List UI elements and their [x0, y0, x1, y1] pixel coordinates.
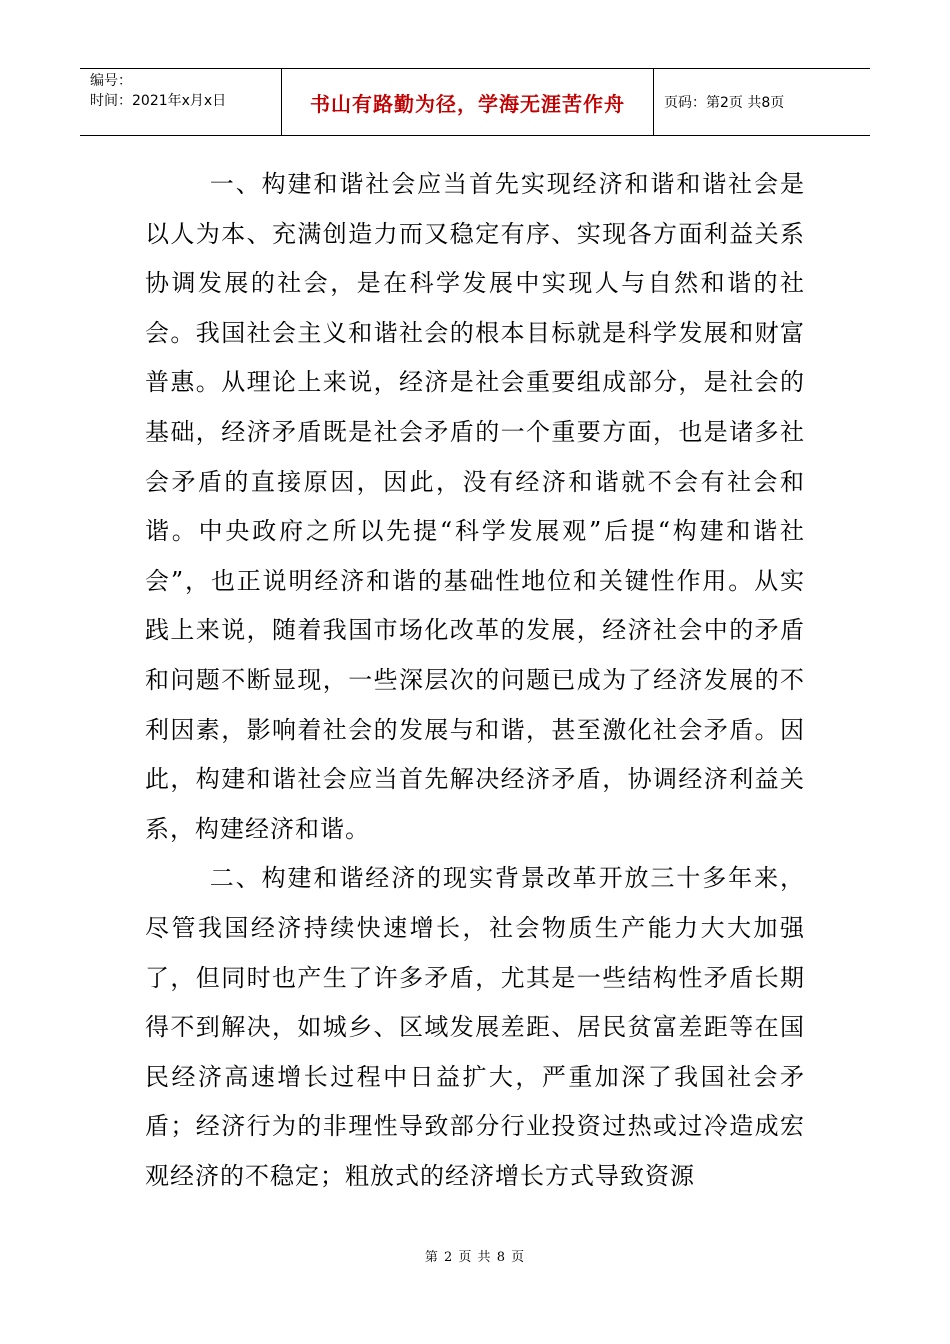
paragraph-2: 二、构建和谐经济的现实背景改革开放三十多年来，尽管我国经济持续快速增长，社会物质生产能力大大加强了，但同时也产生了许多矛盾，尤其是一些结构性矛盾长期得不到解决，如城乡、区域发展差距、居民贫富差距等在国民经济高速增长过程中日益扩大，严重加深了我国社会矛盾；经济行为的非理性导致部分行业投资过热或过冷造成宏观经济的不稳定；粗放式的经济增长方式导致资源 — [145, 864, 805, 1190]
header-meta — [80, 69, 282, 135]
page-header — [80, 68, 870, 136]
document-time-label: 时间：2021年x月x日 — [90, 93, 227, 109]
header-motto: 书山有路勤为径，学海无涯苦作舟 — [282, 69, 654, 135]
paragraph-1: 一、构建和谐社会应当首先实现经济和谐和谐社会是以人为本、充满创造力而又稳定有序、实现各方面利益关系协调发展的社会，是在科学发展中实现人与自然和谐的社会。我国社会主义和谐社会的根本目标就是科学发展和财富普惠。从理论上来说，经济是社会重要组成部分，是社会的基础，经济矛盾既是社会矛盾的一个重要方面，也是诸多社会矛盾的直接原因，因此，没有经济和谐就不会有社会和谐。中央政府之所以先提“科学发展观”后提“构建和谐社会”，也正说明经济和谐的基础性地位和关键性作用。从实践上来说，随着我国市场化改革的发展，经济社会中的矛盾和问题不断显现，一些深层次的问题已成为了经济发展的不利因素，影响着社会的发展与和谐，甚至激化社会矛盾。因此，构建和谐社会应当首先解决经济矛盾，协调经济利益关系，构建经济和谐。 — [145, 170, 805, 843]
page-footer: 第 2 页 共 8 页 — [424, 1250, 526, 1265]
document-number-label: 编号： — [90, 73, 132, 89]
document-body — [145, 160, 805, 1201]
header-page-info: 页码：第2页 共8页 — [664, 95, 785, 111]
